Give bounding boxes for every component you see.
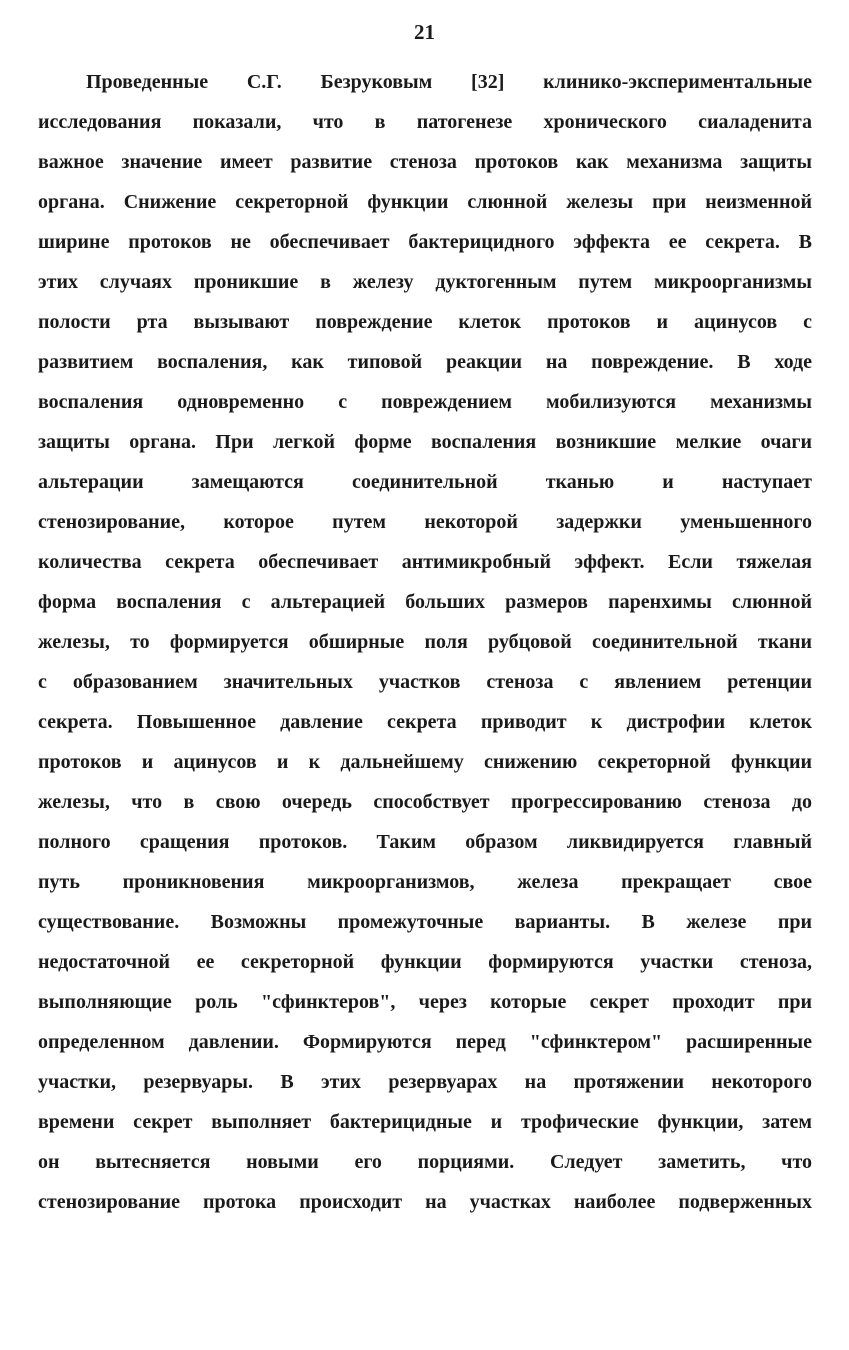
- text-line: стенозирование, которое путем некоторой задержки уменьшенного: [38, 511, 812, 533]
- text-line: времени секрет выполняет бактерицидные и трофические функции, затем: [38, 1111, 812, 1133]
- text-line: стенозирование протока происходит на участках наиболее подверженных: [38, 1191, 812, 1213]
- text-line: с образованием значительных участков стеноза с явлением ретенции: [38, 671, 812, 693]
- text-line: форма воспаления с альтерацией больших размеров паренхимы слюнной: [38, 591, 812, 613]
- text-line: выполняющие роль "сфинктеров", через которые секрет проходит при: [38, 991, 812, 1013]
- text-line: количества секрета обеспечивает антимикробный эффект. Если тяжелая: [38, 551, 812, 573]
- text-line: важное значение имеет развитие стеноза протоков как механизма защиты: [38, 151, 812, 173]
- text-line: полного сращения протоков. Таким образом ликвидируется главный: [38, 831, 812, 853]
- text-line: органа. Снижение секреторной функции слюнной железы при неизменной: [38, 191, 812, 213]
- text-line: железы, то формируется обширные поля рубцовой соединительной ткани: [38, 631, 812, 653]
- text-line: он вытесняется новыми его порциями. Следует заметить, что: [38, 1151, 812, 1173]
- text-line: определенном давлении. Формируются перед "сфинктером" расширенные: [38, 1031, 812, 1053]
- text-line: ширине протоков не обеспечивает бактерицидного эффекта ее секрета. В: [38, 231, 812, 253]
- text-line: недостаточной ее секреторной функции формируются участки стеноза,: [38, 951, 812, 973]
- page-number: 21: [414, 20, 435, 44]
- text-line: защиты органа. При легкой форме воспаления возникшие мелкие очаги: [38, 431, 812, 453]
- text-line: протоков и ацинусов и к дальнейшему снижению секреторной функции: [38, 751, 812, 773]
- text-line: Проведенные С.Г. Безруковым [32] клинико-экспериментальные: [86, 71, 812, 93]
- text-line: развитием воспаления, как типовой реакции на повреждение. В ходе: [38, 351, 812, 373]
- text-line: исследования показали, что в патогенезе хронического сиаладенита: [38, 111, 812, 133]
- text-line: железы, что в свою очередь способствует прогрессированию стеноза до: [38, 791, 812, 813]
- text-line: этих случаях проникшие в железу дуктогенным путем микроорганизмы: [38, 271, 812, 293]
- text-line: участки, резервуары. В этих резервуарах на протяжении некоторого: [38, 1071, 812, 1093]
- body-paragraph: [38, 62, 812, 1222]
- text-line: полости рта вызывают повреждение клеток протоков и ацинусов с: [38, 311, 812, 333]
- text-line: секрета. Повышенное давление секрета приводит к дистрофии клеток: [38, 711, 812, 733]
- text-line: альтерации замещаются соединительной тканью и наступает: [38, 471, 812, 493]
- text-line: путь проникновения микроорганизмов, железа прекращает свое: [38, 871, 812, 893]
- text-line: существование. Возможны промежуточные варианты. В железе при: [38, 911, 812, 933]
- text-line: воспаления одновременно с повреждением мобилизуются механизмы: [38, 391, 812, 413]
